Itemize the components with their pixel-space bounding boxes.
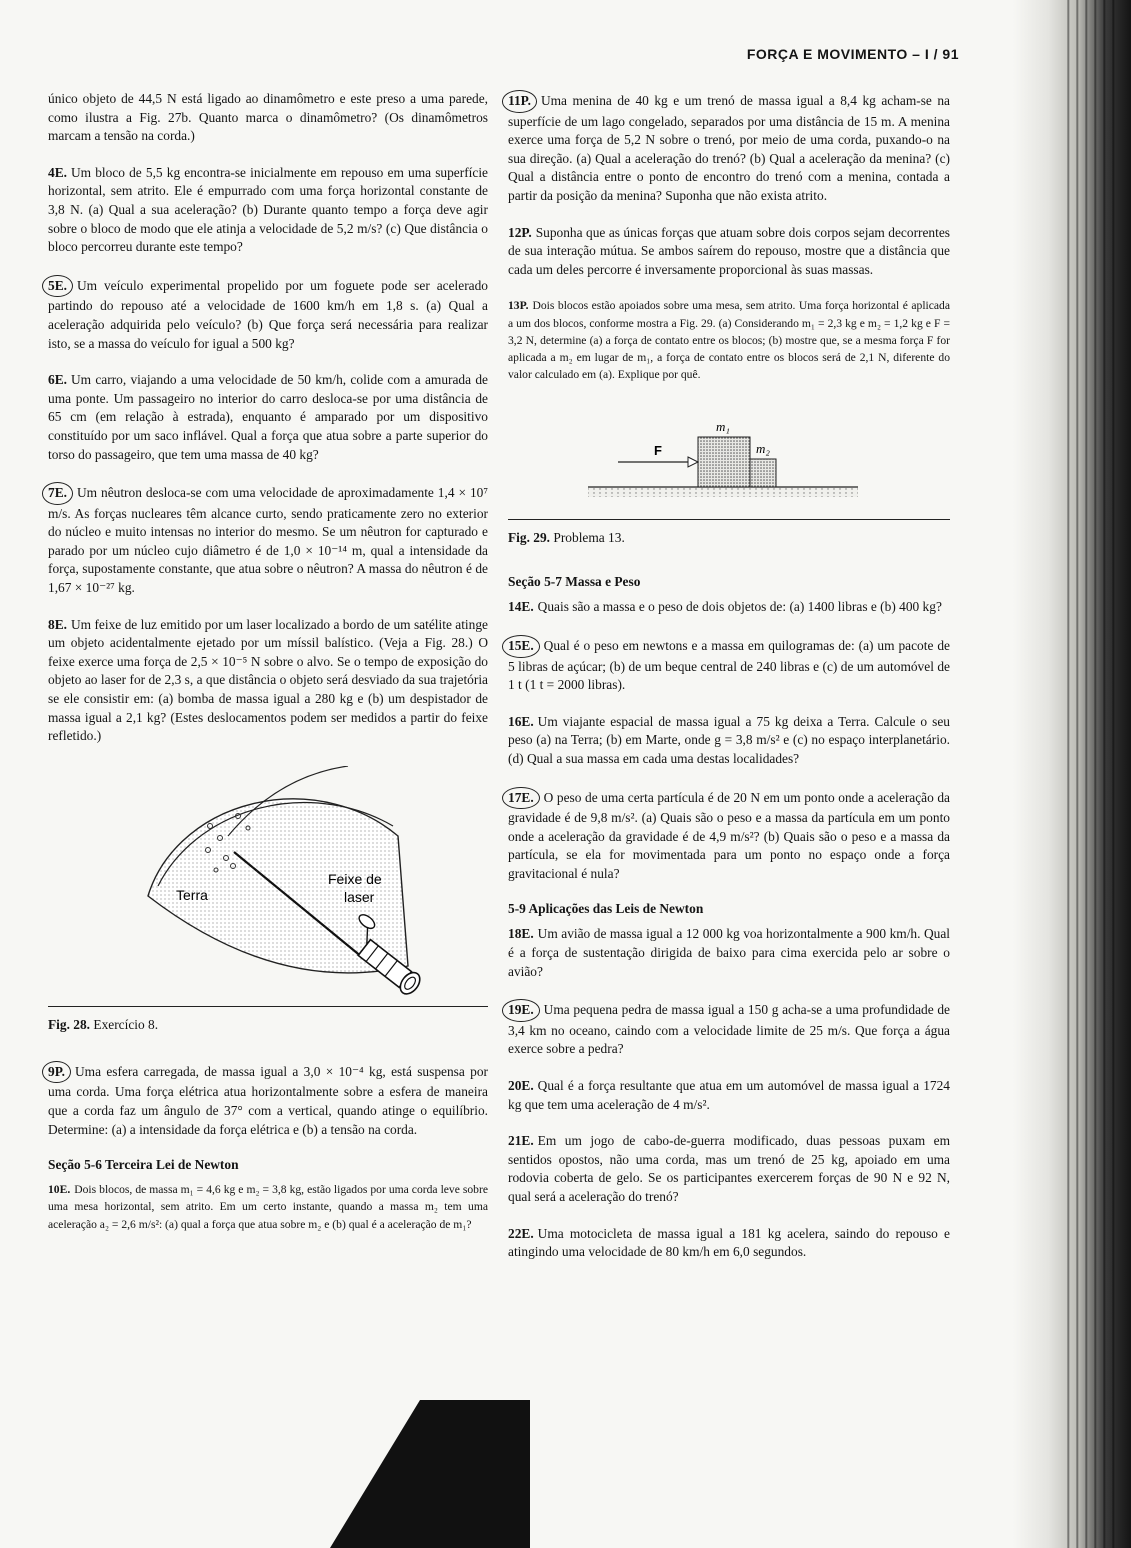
problem-text: Qual é o peso em newtons e a massa em quilogramas de: (a) um pacote de 5 libras de açúcar; (b) de um beque central de 240 libras e (c) de um automóvel de 1 t (1 t = 2000 libras).: [508, 637, 950, 693]
left-column: [48, 90, 488, 1251]
problem-22: [508, 1225, 950, 1262]
problem-5: [48, 275, 488, 353]
problem-text: Dois blocos estão apoiados sobre uma mesa, sem atrito. Uma força horizontal é aplicada a um dos blocos, conforme mostra a Fig. 29. (a) Considerando m₁ = 2,3 kg e m₂ = 1,2 kg e F = 3,2 N, determine (a) a força de contato entre os blocos; (b) mostre que, se a mesma força F for aplicada a m₂ em lugar de m₁, a força de contato entre os blocos será de 2,1 N, diferente do valor calculado em (a). Explique por quê.: [508, 299, 950, 382]
satellite-laser-illustration: [48, 766, 488, 1002]
problem-7: [48, 482, 488, 598]
earth-label: Terra: [176, 886, 208, 903]
problem-text: Uma menina de 40 kg e um trenó de massa igual a 8,4 kg acham-se na superfície de um lago congelado, separados por uma distância de 15 m. A menina exerce uma força de 5,2 N sobre o trenó, por meio de uma corda, puxando-o na sua direção. (a) Qual a aceleração do trenó? (b) Qual a aceleração da menina? (c) Qual a distância entre o ponto de encontro do trenó com a menina, contada a partir da posição da menina? Suponha que não exista atrito.: [508, 93, 950, 203]
problem-21: [508, 1132, 950, 1206]
figure-28-caption: [48, 1017, 488, 1033]
caption-number: Fig. 29.: [508, 530, 551, 546]
problem-10: [48, 1181, 488, 1233]
section-5-7-heading: Seção 5-7 Massa e Peso: [508, 574, 641, 590]
problem-number: 17E.: [502, 787, 540, 810]
section-5-9-heading: 5-9 Aplicações das Leis de Newton: [508, 901, 704, 917]
problem-number: 22E.: [508, 1225, 534, 1241]
scan-corner-shadow: [330, 1400, 530, 1548]
figure-28: [48, 766, 488, 1002]
problem-number: 18E.: [508, 926, 534, 942]
figure-29-rule: [508, 519, 950, 520]
problem-text: Um avião de massa igual a 12 000 kg voa horizontalmente a 900 km/h. Qual é a força de sustentação dirigida de baixo para cima exercida pelo ar sobre o avião?: [508, 926, 950, 979]
problem-text: Uma esfera carregada, de massa igual a 3,0 × 10⁻⁴ kg, está suspensa por uma corda. Uma força elétrica atua horizontalmente sobre a esfera de maneira que a corda faz um ângulo de 37° com a vertical, quando atinge o equilíbrio. Determine: (a) a intensidade da força elétrica e (b) a tensão na corda.: [48, 1063, 488, 1137]
problem-4: [48, 164, 488, 257]
problem-number: 10E.: [48, 1183, 71, 1197]
figure-28-rule: [48, 1006, 488, 1007]
problem-text: Um viajante espacial de massa igual a 75 kg deixa a Terra. Calcule o seu peso (a) na Terra; (b) em Marte, onde g = 3,8 m/s² e (c) no espaço interplanetário. (d) Qual a sua massa em cada uma destas localidades?: [508, 713, 950, 766]
problem-number: 19E.: [502, 999, 540, 1022]
problem-6: [48, 371, 488, 464]
binding-texture: [1061, 0, 1121, 1548]
problem-16: [508, 713, 950, 769]
label-F: F: [654, 443, 662, 459]
problem-number: 5E.: [42, 275, 73, 298]
caption-number: Fig. 28.: [48, 1016, 91, 1032]
force-arrow-head: [688, 457, 698, 467]
right-column: [508, 90, 950, 1280]
problem-text: Uma motocicleta de massa igual a 181 kg acelera, saindo do repouso e atingindo uma velocidade de 80 km/h em 6,0 segundos.: [508, 1225, 950, 1260]
problem-text: Em um jogo de cabo-de-guerra modificado, duas pessoas puxam em sentidos opostos, não uma corda, mas um trenó de 25 kg, apoiado em uma rodovia coberta de gelo. Se os participantes exercerem forças de 90 N e 92 N, qual será a aceleração do trenó?: [508, 1133, 950, 1205]
problem-text: O peso de uma certa partícula é de 20 N em um ponto onde a aceleração da gravidade é de 9,8 m/s². (a) Quais são o peso e a massa da partícula em um ponto onde a aceleração da gravidade é de 4,9 m/s²? (b) Quais são o peso e a massa da partícula, se ela for movimentada para um ponto no espaço onde a força gravitacional é nula?: [508, 789, 950, 881]
problem-number: 13P.: [508, 299, 529, 313]
problem-3-continuation: único objeto de 44,5 N está ligado ao dinamômetro e este preso a uma parede, como ilustra a Fig. 27b. Quanto marca o dinamômetro? (Os dinamômetros marcam a tensão na corda.): [48, 91, 488, 144]
table-surface: [588, 487, 858, 497]
problem-number: 11P.: [502, 90, 537, 113]
figure-29: [508, 419, 950, 515]
problem-15: [508, 635, 950, 695]
problem-19: [508, 999, 950, 1059]
problem-8: [48, 616, 488, 746]
section-5-6-heading: Seção 5-6 Terceira Lei de Newton: [48, 1157, 239, 1173]
problem-number: 9P.: [42, 1061, 71, 1084]
laser-label-line-2: laser: [344, 888, 375, 905]
problem-text: Um veículo experimental propelido por um foguete pode ser acelerado partindo do repouso até a velocidade de 1600 km/h em 1,8 s. (a) Qual a aceleração adquirida pelo veículo? (b) Que força será necessária para realizar isto, se a massa do veículo for igual a 500 kg?: [48, 277, 488, 351]
problem-text: Dois blocos, de massa m₁ = 4,6 kg e m₂ = 3,8 kg, estão ligados por uma corda leve sobre uma mesa horizontal, sem atrito. Em um certo instante, quando a massa m₂ tem uma aceleração a₂ = 2,6 m/s²: (a) qual a força que atua sobre m₂ e (b) qual é a aceleração de m₁?: [48, 1183, 488, 1231]
problem-number: 6E.: [48, 372, 67, 388]
problem-text: Quais são a massa e o peso de dois objetos de: (a) 1400 libras e (b) 400 kg?: [537, 599, 942, 615]
problem-12: [508, 224, 950, 280]
problem-20: [508, 1077, 950, 1114]
block-m1: [698, 437, 750, 487]
problem-text: Um carro, viajando a uma velocidade de 50 km/h, colide com a amurada de uma ponte. Um passageiro no interior do carro desloca-se por uma distância de 65 cm (em relação à estrada), enquanto é amparado por um dispositivo constituído por um saco inflável. Qual a força que atua sobre a parte superior do torso do passageiro, que tem uma massa de 40 kg?: [48, 372, 488, 462]
label-m2: m₂: [756, 441, 770, 457]
two-blocks-diagram: [508, 419, 950, 515]
problem-number: 21E.: [508, 1133, 534, 1149]
problem-11: [508, 90, 950, 206]
caption-text: Exercício 8.: [93, 1016, 159, 1032]
problem-text: Um feixe de luz emitido por um laser localizado a bordo de um satélite atinge um objeto acidentalmente ejetado por um míssil balístico. (Veja a Fig. 28.) O feixe exerce uma força de 2,5 × 10⁻⁵ N sobre o alvo. Se o tempo de exposição do objeto ao laser for de 2,3 s, a que distância o objeto será desviado da sua trajetória se ele consistir em: (a) bomba de massa igual a 280 kg e (b) um despistador de massa igual a 2,1 kg? (Estes deslocamentos podem ser medidos a partir do feixe refletido.): [48, 616, 488, 744]
problem-14: [508, 598, 950, 617]
problem-number: 7E.: [42, 482, 73, 505]
problem-text: Suponha que as únicas forças que atuam sobre dois corpos sejam decorrentes de sua interação mútua. Se ambos saírem do repouso, mostre que a distância que cada um deles percorre é inversamente proporcional às suas massas.: [508, 224, 950, 277]
problem-text: Qual é a força resultante que atua em um automóvel de massa igual a 1724 kg que tem uma aceleração de 4 m/s².: [508, 1078, 950, 1112]
problem-text: Uma pequena pedra de massa igual a 150 g acha-se a uma profundidade de 3,4 km no oceano, caindo com a velocidade limite de 25 m/s. Que força a água exerce sobre a pedra?: [508, 1002, 950, 1057]
caption-text: Problema 13.: [553, 530, 625, 546]
problem-number: 14E.: [508, 599, 534, 615]
problem-number: 15E.: [502, 635, 540, 658]
problem-text: Um nêutron desloca-se com uma velocidade de aproximadamente 1,4 × 10⁷ m/s. As forças nucleares têm alcance curto, sendo praticamente zero no exterior do núcleo e muito intensas no interior do mesmo. Se um nêutron for capturado e parado por um núcleo cujo diâmetro é de 1,0 × 10⁻¹⁴ m, qual a intensidade da força, supostamente constante, que atua sobre o nêutron? A massa do nêutron é de 1,67 × 10⁻²⁷ kg.: [48, 485, 488, 596]
problem-number: 4E.: [48, 164, 67, 180]
problem-number: 20E.: [508, 1078, 534, 1094]
problem-number: 12P.: [508, 224, 532, 240]
problem-number: 8E.: [48, 616, 67, 632]
problem-number: 16E.: [508, 713, 534, 729]
page-header: FORÇA E MOVIMENTO – I / 91: [746, 46, 959, 62]
figure-29-caption: [508, 530, 950, 546]
laser-label-line-1: Feixe de: [328, 870, 382, 887]
block-m2: [750, 459, 776, 487]
problem-18: [508, 925, 950, 981]
problem-17: [508, 787, 950, 884]
problem-13: [508, 297, 950, 383]
problem-text: Um bloco de 5,5 kg encontra-se inicialmente em repouso em uma superfície horizontal, sem atrito. Ele é empurrado com uma força horizontal constante de 3,8 N. (a) Qual a sua aceleração? (b) Durante quanto tempo a força deve agir sobre o bloco de modo que ele atinja a velocidade de 5,2 m/s? (c) Que distância o bloco percorreu durante este tempo?: [48, 164, 488, 255]
label-m1: m₁: [716, 419, 730, 435]
problem-9: [48, 1061, 488, 1139]
